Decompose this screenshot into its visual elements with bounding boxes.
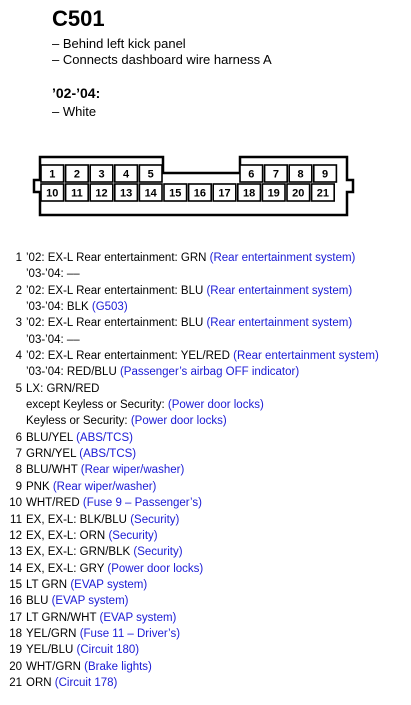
pin-number-label: 5 xyxy=(15,382,22,395)
pin-4-line-1 xyxy=(0,348,411,364)
connector-pin-19 xyxy=(262,184,285,201)
pin-number-label: 1 xyxy=(15,252,22,264)
pin-number-label: 2 xyxy=(15,284,22,297)
connector-pin-18 xyxy=(238,184,261,201)
connector-pin-8 xyxy=(289,165,312,182)
pin-14-line-1 xyxy=(0,561,411,577)
pin-list xyxy=(0,250,411,691)
pin-1-line-2 xyxy=(0,266,411,282)
pin-9-line-1 xyxy=(0,479,411,495)
circuit-reference-link[interactable]: (EVAP system) xyxy=(70,578,148,591)
pin-wire-description: YEL/BLU xyxy=(26,644,77,657)
connector-pin-1 xyxy=(41,165,64,182)
circuit-reference-link[interactable]: (Rear entertainment system) xyxy=(206,284,353,297)
connector-pin-9 xyxy=(314,165,337,182)
circuit-reference-link[interactable]: (EVAP system) xyxy=(99,611,177,624)
connector-pin-17 xyxy=(213,184,236,201)
pin-3-line-2 xyxy=(0,332,411,348)
pin-number: 8 xyxy=(297,168,304,181)
pin-number-label: 7 xyxy=(15,448,22,461)
pin-wire-description: EX, EX-L: BLK/BLU xyxy=(26,513,131,526)
circuit-reference-link[interactable]: (Circuit 180) xyxy=(76,644,140,657)
pin-number: 2 xyxy=(73,168,80,181)
pin-wire-description: BLU xyxy=(26,595,52,608)
pin-number-label: 15 xyxy=(9,578,22,591)
circuit-reference-link[interactable]: (Rear wiper/washer) xyxy=(52,480,157,493)
pin-number-label: 13 xyxy=(9,546,22,559)
pin-wire-description: PNK xyxy=(26,480,53,493)
pin-wire-description: YEL/GRN xyxy=(26,627,80,640)
connector-pin-15 xyxy=(164,184,187,201)
connector-pin-14 xyxy=(139,184,162,201)
pin-11-line-1 xyxy=(0,512,411,528)
circuit-reference-link[interactable]: (Fuse 9 – Passenger’s) xyxy=(82,497,202,510)
pin-number-label: 17 xyxy=(9,611,22,624)
pin-number-label: 16 xyxy=(9,595,22,608)
circuit-reference-link[interactable]: (ABS/TCS) xyxy=(76,431,133,444)
pin-wire-description: except Keyless or Security: xyxy=(26,399,168,412)
pin-wire-description: ’03-’04: BLK xyxy=(26,301,92,314)
connector-pin-16 xyxy=(189,184,212,201)
pin-number: 10 xyxy=(46,187,59,200)
pin-number: 4 xyxy=(123,168,130,181)
pin-number-label: 21 xyxy=(9,676,22,689)
connector-pin-11 xyxy=(66,184,89,201)
connector-diagram xyxy=(0,0,411,240)
pin-number-label: 19 xyxy=(9,644,22,657)
pin-number-label: 10 xyxy=(9,497,22,510)
pin-15-line-1 xyxy=(0,577,411,593)
pin-wire-description: LX: GRN/RED xyxy=(26,382,100,395)
pin-wire-description: WHT/GRN xyxy=(26,660,85,673)
pin-number-label: 18 xyxy=(9,627,22,640)
pin-number-label: 3 xyxy=(15,317,22,330)
pin-number: 18 xyxy=(242,187,256,200)
pin-wire-description: LT GRN/WHT xyxy=(26,611,100,624)
connector-pin-3 xyxy=(90,165,113,182)
location-line-1: – Behind left kick panel xyxy=(52,36,186,51)
pin-5-line-1 xyxy=(0,381,411,397)
circuit-reference-link[interactable]: (Security) xyxy=(108,529,158,542)
pin-wire-description: ’03-’04: –– xyxy=(26,268,80,281)
circuit-reference-link[interactable]: (Power door locks) xyxy=(107,562,204,575)
pin-2-line-1 xyxy=(0,283,411,299)
pin-number-label: 20 xyxy=(9,660,22,673)
circuit-reference-link[interactable]: (Rear wiper/washer) xyxy=(80,464,185,477)
pin-wire-description: WHT/RED xyxy=(26,497,83,510)
circuit-reference-link[interactable]: (EVAP system) xyxy=(51,595,129,608)
pin-20-line-1 xyxy=(0,659,411,675)
pin-5-line-3 xyxy=(0,413,411,429)
pin-number: 14 xyxy=(144,187,157,200)
pin-6-line-1 xyxy=(0,430,411,446)
pin-18-line-1 xyxy=(0,626,411,642)
pin-16-line-1 xyxy=(0,593,411,609)
pin-number: 6 xyxy=(248,168,255,181)
pin-wire-description: Keyless or Security: xyxy=(26,415,131,428)
connector-pin-6 xyxy=(240,165,263,182)
pin-number: 15 xyxy=(169,187,182,200)
pin-3-line-1 xyxy=(0,315,411,331)
pin-number-label: 9 xyxy=(15,480,22,493)
pin-wire-description: ’03-’04: RED/BLU xyxy=(26,366,120,379)
pin-number-label: 8 xyxy=(15,464,22,477)
pin-number: 20 xyxy=(292,187,305,200)
pin-number: 11 xyxy=(71,187,83,200)
circuit-reference-link[interactable]: (Passenger’s airbag OFF indicator) xyxy=(119,366,300,379)
pin-number: 5 xyxy=(147,168,154,181)
connector-pin-5 xyxy=(139,165,162,182)
pin-8-line-1 xyxy=(0,462,411,478)
circuit-reference-link[interactable]: (Brake lights) xyxy=(84,660,152,673)
connector-color: – White xyxy=(52,104,97,119)
pin-number: 9 xyxy=(322,168,329,181)
model-years: ’02-’04: xyxy=(52,85,101,101)
connector-pin-2 xyxy=(66,165,89,182)
pin-wire-description: ’02: EX-L Rear entertainment: YEL/RED xyxy=(26,350,234,363)
location-line-2: – Connects dashboard wire harness A xyxy=(52,52,272,67)
pin-wire-description: LT GRN xyxy=(26,578,71,591)
pin-number: 19 xyxy=(267,187,280,200)
connector-pin-21 xyxy=(312,184,335,201)
circuit-reference-link[interactable]: (Security) xyxy=(130,513,180,526)
pin-number-label: 6 xyxy=(15,431,22,444)
pin-wire-description: BLU/WHT xyxy=(26,464,81,477)
circuit-reference-link[interactable]: (Rear entertainment system) xyxy=(209,252,356,264)
connector-pin-7 xyxy=(265,165,288,182)
pin-wire-description: ’03-’04: –– xyxy=(26,333,80,346)
pin-number: 17 xyxy=(218,187,231,200)
circuit-reference-link[interactable]: (Security) xyxy=(133,546,183,559)
pin-number: 16 xyxy=(193,187,207,200)
pin-number-label: 11 xyxy=(10,513,22,526)
pin-10-line-1 xyxy=(0,495,411,511)
pin-13-line-1 xyxy=(0,544,411,560)
connector-pin-20 xyxy=(287,184,310,201)
pin-wire-description: ’02: EX-L Rear entertainment: GRN xyxy=(26,252,210,264)
pin-wire-description: EX, EX-L: ORN xyxy=(26,529,109,542)
circuit-reference-link[interactable]: (Rear entertainment system) xyxy=(233,350,379,363)
pin-2-line-2 xyxy=(0,299,411,315)
pin-number: 13 xyxy=(119,187,133,200)
pin-number: 21 xyxy=(316,187,330,200)
pin-number-label: 4 xyxy=(15,350,22,363)
connector-pin-4 xyxy=(115,165,138,182)
pin-number-label: 14 xyxy=(9,562,22,575)
pin-1-line-1 xyxy=(0,250,411,266)
circuit-reference-link[interactable]: (Power door locks) xyxy=(167,399,264,412)
pin-21-line-1 xyxy=(0,675,411,691)
connector-pin-12 xyxy=(90,184,113,201)
connector-pin-10 xyxy=(41,184,64,201)
pin-4-line-2 xyxy=(0,364,411,380)
pin-wire-description: BLU/YEL xyxy=(26,431,77,444)
pin-7-line-1 xyxy=(0,446,411,462)
pin-wire-description: GRN/YEL xyxy=(26,448,80,461)
pin-wire-description: ’02: EX-L Rear entertainment: BLU xyxy=(26,317,207,330)
pin-number: 3 xyxy=(98,168,105,181)
circuit-reference-link[interactable]: (G503) xyxy=(91,301,128,314)
circuit-reference-link[interactable]: (ABS/TCS) xyxy=(79,448,137,461)
pin-12-line-1 xyxy=(0,528,411,544)
pin-number: 1 xyxy=(49,168,56,181)
connector-pin-13 xyxy=(115,184,138,201)
pin-wire-description: EX, EX-L: GRN/BLK xyxy=(26,546,134,559)
pin-wire-description: EX, EX-L: GRY xyxy=(26,562,108,575)
circuit-reference-link[interactable]: (Fuse 11 – Driver’s) xyxy=(79,627,181,640)
circuit-reference-link[interactable]: (Circuit 178) xyxy=(54,676,118,689)
pin-number: 7 xyxy=(272,168,279,181)
circuit-reference-link[interactable]: (Power door locks) xyxy=(130,415,227,428)
pin-number-label: 12 xyxy=(9,529,22,542)
connector-title: C501 xyxy=(52,6,105,31)
pin-17-line-1 xyxy=(0,610,411,626)
circuit-reference-link[interactable]: (Rear entertainment system) xyxy=(206,317,353,330)
pin-number: 12 xyxy=(95,187,108,200)
pin-wire-description: ORN xyxy=(26,676,55,689)
pin-5-line-2 xyxy=(0,397,411,413)
pin-19-line-1 xyxy=(0,642,411,658)
pin-wire-description: ’02: EX-L Rear entertainment: BLU xyxy=(26,284,207,297)
